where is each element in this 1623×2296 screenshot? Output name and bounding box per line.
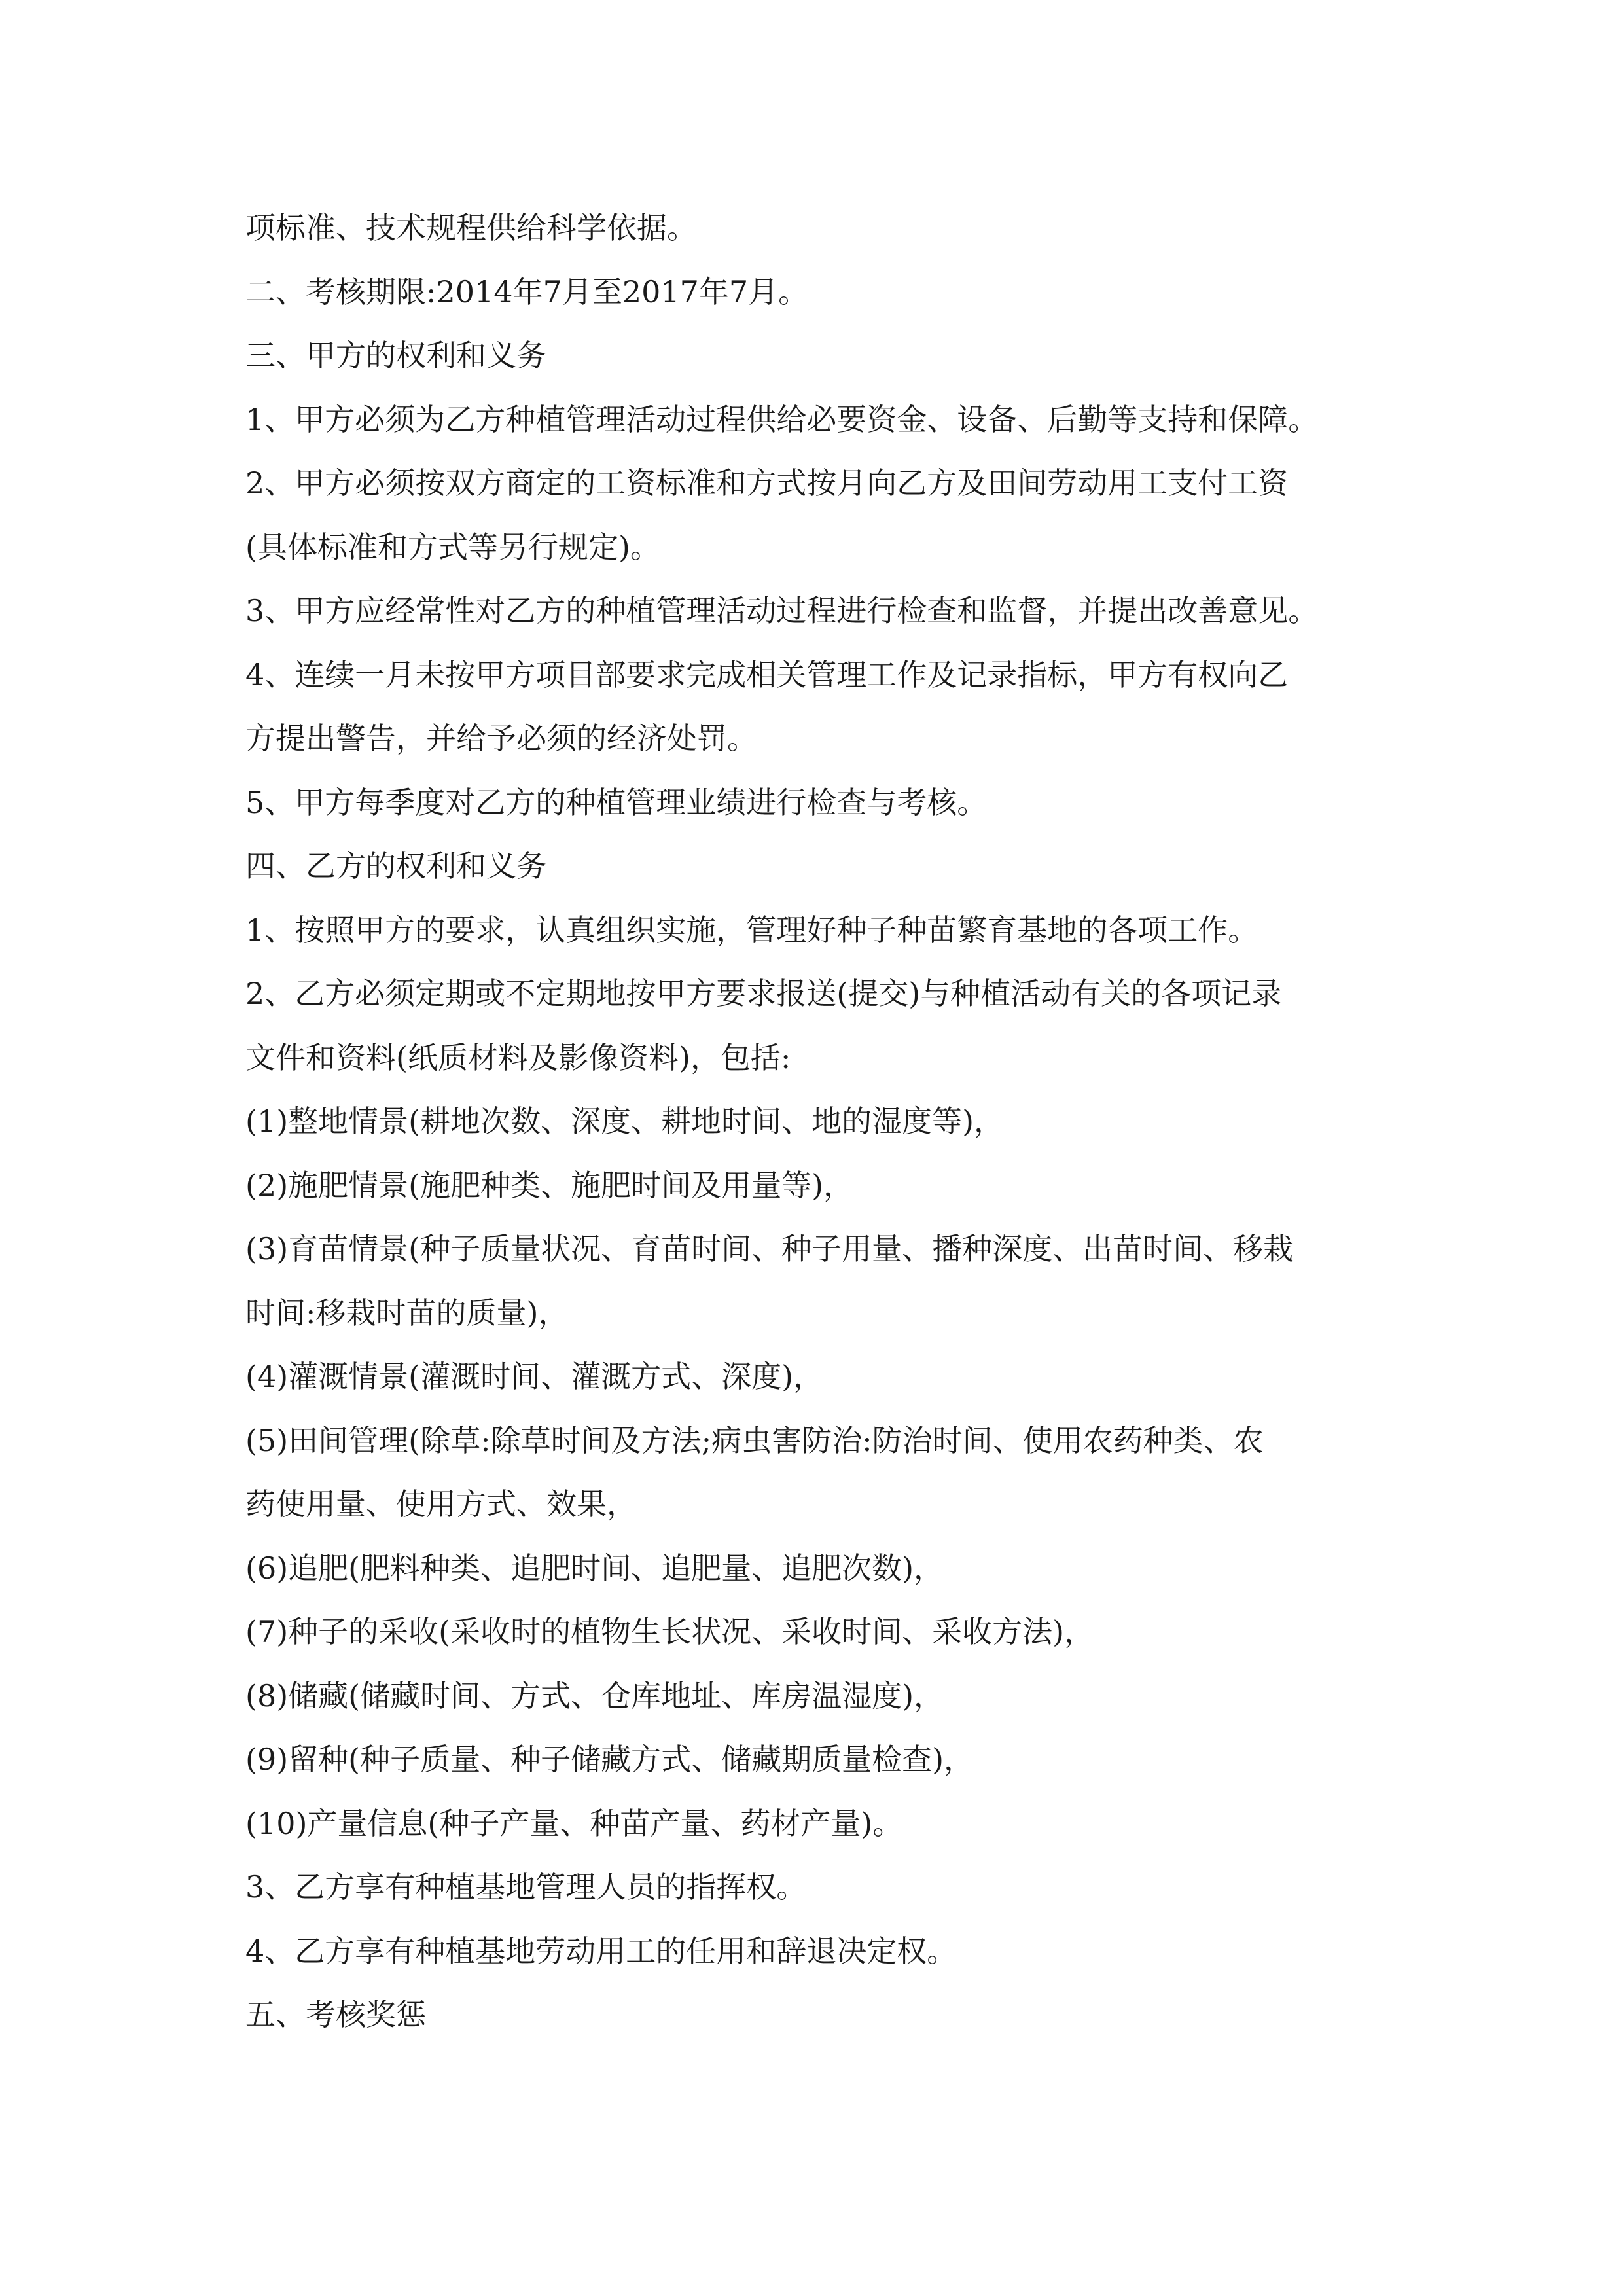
list-item: (8)储藏(储藏时间、方式、仓库地址、库房温湿度)， (245, 1677, 944, 1713)
list-item: (1)整地情景(耕地次数、深度、耕地时间、地的湿度等)， (245, 1103, 1005, 1139)
body-line: 5、甲方每季度对乙方的种植管理业绩进行检查与考核。 (245, 784, 988, 820)
list-item: (10)产量信息(种子产量、种苗产量、药材产量)。 (245, 1805, 903, 1841)
list-item: (5)田间管理(除草:除草时间及方法;病虫害防治:防治时间、使用农药种类、农 (245, 1422, 1264, 1458)
list-item: (4)灌溉情景(灌溉时间、灌溉方式、深度)， (245, 1359, 824, 1394)
body-line: 方提出警告，并给予必须的经济处罚。 (245, 721, 757, 756)
list-item: 药使用量、使用方式、效果， (245, 1486, 637, 1522)
body-line: 项标准、技术规程供给科学依据。 (245, 210, 697, 245)
list-item: (7)种子的采收(采收时的植物生长状况、采收时间、采收方法)， (245, 1614, 1095, 1649)
body-line: (具体标准和方式等另行规定)。 (245, 529, 660, 565)
document-body (245, 196, 1410, 2047)
body-line: 1、甲方必须为乙方种植管理活动过程供给必要资金、设备、后勤等支持和保障。 (245, 401, 1319, 437)
section-heading-party-b: 四、乙方的权利和义务 (245, 848, 546, 884)
body-line: 2、乙方必须定期或不定期地按甲方要求报送(提交)与种植活动有关的各项记录 (245, 976, 1282, 1011)
body-line: 4、乙方享有种植基地劳动用工的任用和辞退决定权。 (245, 1933, 957, 1969)
list-item: (9)留种(种子质量、种子储藏方式、储藏期质量检查)， (245, 1742, 974, 1777)
section-heading-rewards: 五、考核奖惩 (245, 1997, 426, 2032)
list-item: (3)育苗情景(种子质量状况、育苗时间、种子用量、播种深度、出苗时间、移栽 (245, 1231, 1294, 1266)
list-item: (2)施肥情景(施肥种类、施肥时间及用量等)， (245, 1167, 854, 1203)
body-line: 3、甲方应经常性对乙方的种植管理活动过程进行检查和监督，并提出改善意见。 (245, 593, 1319, 628)
body-line: 2、甲方必须按双方商定的工资标准和方式按月向乙方及田间劳动用工支付工资 (245, 465, 1289, 501)
body-line: 4、连续一月未按甲方项目部要求完成相关管理工作及记录指标，甲方有权向乙 (245, 656, 1289, 692)
body-line: 文件和资料(纸质材料及影像资料)，包括: (245, 1039, 791, 1075)
section-heading-term: 二、考核期限:2014年7月至2017年7月。 (245, 274, 809, 310)
body-line: 1、按照甲方的要求，认真组织实施，管理好种子种苗繁育基地的各项工作。 (245, 912, 1258, 948)
list-item: (6)追肥(肥料种类、追肥时间、追肥量、追肥次数)， (245, 1550, 944, 1586)
section-heading-party-a: 三、甲方的权利和义务 (245, 338, 546, 373)
list-item: 时间:移栽时苗的质量)， (245, 1295, 569, 1331)
body-line: 3、乙方享有种植基地管理人员的指挥权。 (245, 1869, 807, 1905)
